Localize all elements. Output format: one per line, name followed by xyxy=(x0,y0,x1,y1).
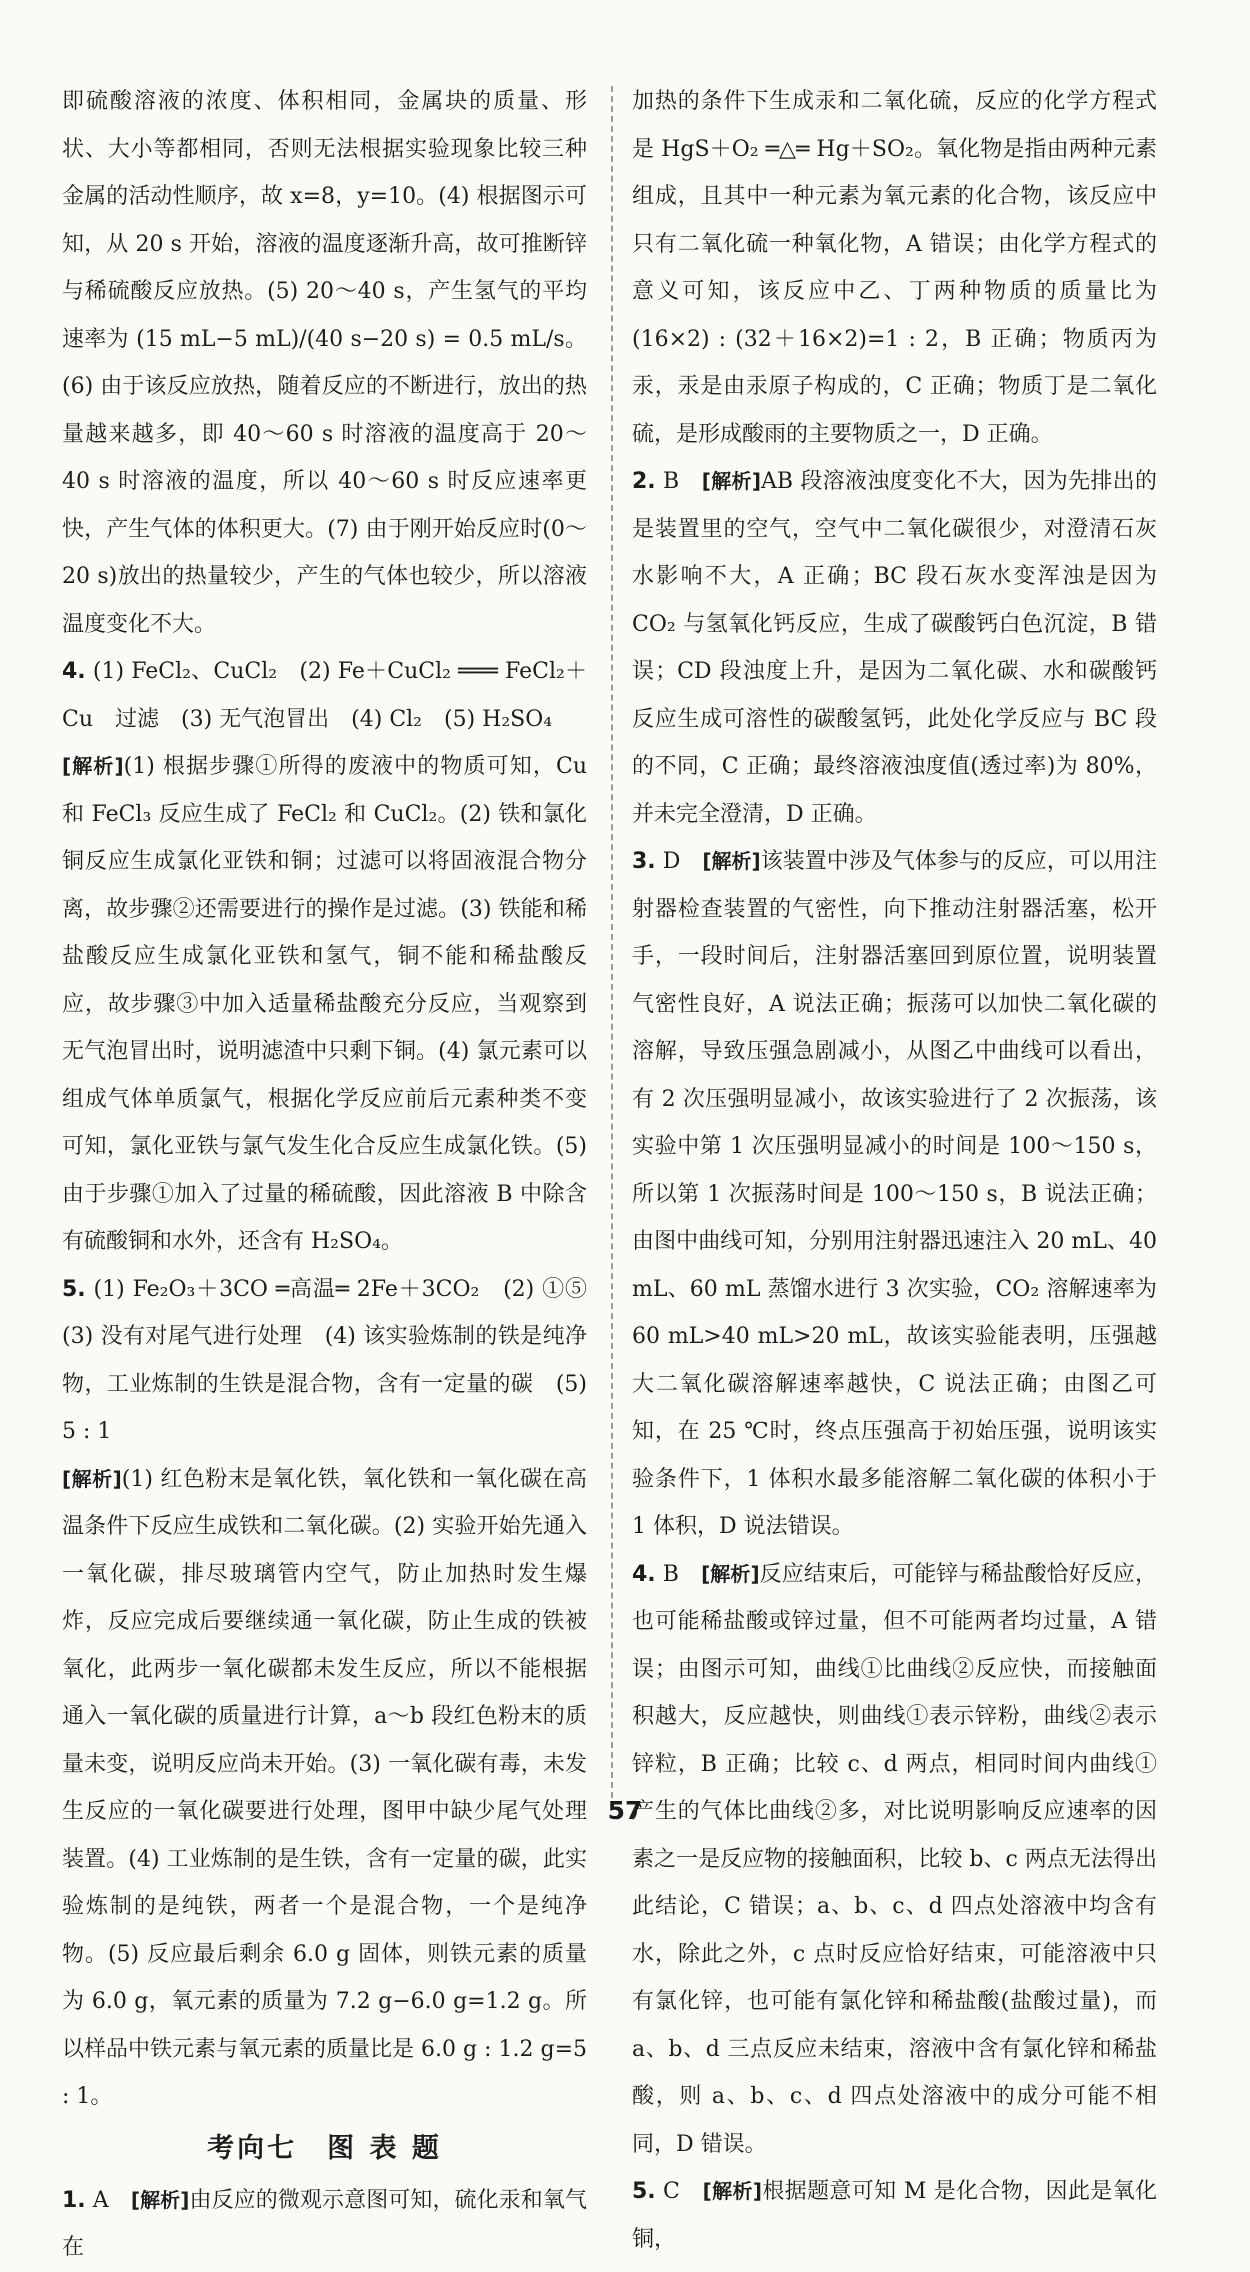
answer-1: 1. A [解析]由反应的微观示意图可知，硫化汞和氧气在 xyxy=(62,2187,587,2260)
answer-4: 4. B [解析]反应结束后，可能锌与稀盐酸恰好反应，也可能稀盐酸或锌过量，但不可能两者均过量，A 错误；由图示可知，曲线①比曲线②反应快，而接触面积越大，反应越快，则曲线①表示锌粉，曲线②表示锌粒，B 正确；比较 c、d 两点，相同时间内曲线①产生的气体比曲线②多，对比说明影响反应速率的因素之一是反应物的接触面积，比较 b、c 两点无法得出此结论，C 错误；a、b、c、d 四点处溶液中均含有水，除此之外，c 点时反应恰好结束，可能溶液中只有氯化锌，也可能有氯化锌和稀盐酸(盐酸过量)，而 a、b、d 三点反应未结束，溶液中含有氯化锌和稀盐酸，则 a、b、c、d 四点处溶液中的成分可能不相同，D 错误。 xyxy=(632,1561,1157,2157)
answer-2: 2. B [解析]AB 段溶液浊度变化不大，因为先排出的是装置里的空气，空气中二氧化碳很少，对澄清石灰水影响不大，A 正确；BC 段石灰水变浑浊是因为 CO₂ 与氢氧化钙反应，生成了碳酸钙白色沉淀，B 错误；CD 段浊度上升，是因为二氧化碳、水和碳酸钙反应生成可溶性的碳酸氢钙，此处化学反应与 BC 段的不同，C 正确；最终溶液浊度值(透过率)为 80%，并未完全澄清，D 正确。 xyxy=(632,469,1157,827)
column-divider xyxy=(611,86,613,1798)
answer-3: 3. D [解析]该装置中涉及气体参与的反应，可以用注射器检查装置的气密性，向下推动注射器活塞，松开手，一段时间后，注射器活塞回到原位置，说明装置气密性良好，A 说法正确；振荡可以加快二氧化碳的溶解，导致压强急剧减小，从图乙中曲线可以看出，有 2 次压强明显减小，故该实验进行了 2 次振荡，该实验中第 1 次压强明显减小的时间是 100～150 s，所以第 1 次振荡时间是 100～150 s，B 说法正确；由图中曲线可知，分别用注射器迅速注入 20 mL、40 mL、60 mL 蒸馏水进行 3 次实验，CO₂ 溶解速率为 60 mL>40 mL>20 mL，故该实验能表明，压强越大二氧化碳溶解速率越快，C 说法正确；由图乙可知，在 25 ℃时，终点压强高于初始压强，说明该实验条件下，1 体积水最多能溶解二氧化碳的体积小于 1 体积，D 说法错误。 xyxy=(632,849,1157,1539)
answer-4: 4. (1) FeCl₂、CuCl₂ (2) Fe＋CuCl₂ ═══ FeCl₂＋Cu 过滤 (3) 无气泡冒出 (4) Cl₂ (5) H₂SO₄ xyxy=(62,659,587,732)
right-column xyxy=(632,78,1157,2263)
paragraph: 加热的条件下生成汞和二氧化硫，反应的化学方程式是 HgS＋O₂ ═△═ Hg＋SO₂。氧化物是指由两种元素组成，且其中一种元素为氧元素的化合物，该反应中只有二氧化硫一种氧化物，A 错误；由化学方程式的意义可知，该反应中乙、丁两种物质的质量比为(16×2) : (32＋16×2)=1 : 2，B 正确；物质丙为汞，汞是由汞原子构成的，C 正确；物质丁是二氧化硫，是形成酸雨的主要物质之一，D 正确。 xyxy=(632,89,1157,447)
left-column xyxy=(62,78,610,2272)
section-title: 考向七 图 表 题 xyxy=(207,2132,442,2164)
analysis-5: [解析](1) 红色粉末是氧化铁，氧化铁和一氧化碳在高温条件下反应生成铁和二氧化碳。(2) 实验开始先通入一氧化碳，排尽玻璃管内空气，防止加热时发生爆炸，反应完成后要继续通一氧化碳，防止生成的铁被氧化，此两步一氧化碳都未发生反应，所以不能根据通入一氧化碳的质量进行计算，a～b 段红色粉末的质量未变，说明反应尚未开始。(3) 一氧化碳有毒，未发生反应的一氧化碳要进行处理，图甲中缺少尾气处理装置。(4) 工业炼制的是生铁，含有一定量的碳，此实验炼制的是纯铁，两者一个是混合物，一个是纯净物。(5) 反应最后剩余 6.0 g 固体，则铁元素的质量为 6.0 g，氧元素的质量为 7.2 g−6.0 g=1.2 g。所以样品中铁元素与氧元素的质量比是 6.0 g : 1.2 g=5 : 1。 xyxy=(62,1466,588,2109)
answer-5: 5. C [解析]根据题意可知 M 是化合物，因此是氧化铜， xyxy=(632,2179,1158,2252)
analysis-4: [解析](1) 根据步骤①所得的废液中的物质可知，Cu 和 FeCl₃ 反应生成了 FeCl₂ 和 CuCl₂。(2) 铁和氯化铜反应生成氯化亚铁和铜；过滤可以将固液混合物分离，故步骤②还需要进行的操作是过滤。(3) 铁能和稀盐酸反应生成氯化亚铁和氢气，铜不能和稀盐酸反应，故步骤③中加入适量稀盐酸充分反应，当观察到无气泡冒出时，说明滤渣中只剩下铜。(4) 氯元素可以组成气体单质氯气，根据化学反应前后元素种类不变可知，氯化亚铁与氯气发生化合反应生成氯化铁。(5) 由于步骤①加入了过量的稀硫酸，因此溶液 B 中除含有硫酸铜和水外，还含有 H₂SO₄。 xyxy=(62,754,587,1254)
page-number: 57 xyxy=(607,1796,643,1825)
answer-5: 5. (1) Fe₂O₃＋3CO ═高温═ 2Fe＋3CO₂ (2) ①⑤ (3) 没有对尾气进行处理 (4) 该实验炼制的铁是纯净物，工业炼制的生铁是混合物，含有一定量的碳 (5) 5 : 1 xyxy=(62,1276,610,1444)
paragraph: 即硫酸溶液的浓度、体积相同，金属块的质量、形状、大小等都相同，否则无法根据实验现象比较三种金属的活动性顺序，故 x=8，y=10。(4) 根据图示可知，从 20 s 开始，溶液的温度逐渐升高，故可推断锌与稀硫酸反应放热。(5) 20～40 s，产生氢气的平均速率为 (15 mL−5 mL)/(40 s−20 s) = 0.5 mL/s。(6) 由于该反应放热，随着反应的不断进行，放出的热量越来越多，即 40～60 s 时溶液的温度高于 20～40 s 时溶液的温度，所以 40～60 s 时反应速率更快，产生气体的体积更大。(7) 由于刚开始反应时(0～20 s)放出的热量较少，产生的气体也较少，所以溶液温度变化不大。 xyxy=(62,89,587,637)
